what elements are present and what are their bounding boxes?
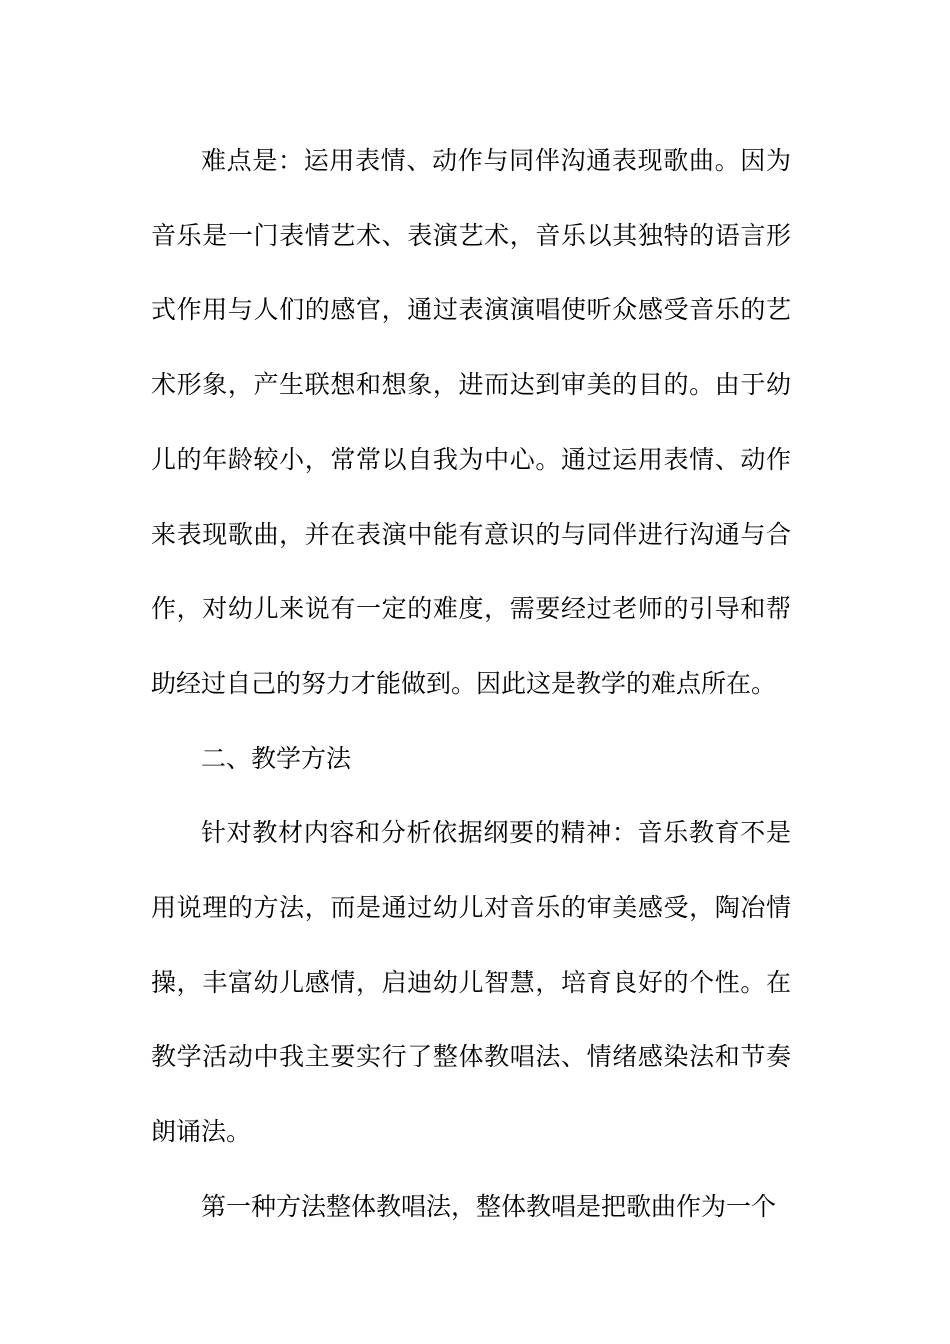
paragraph-methods: 针对教材内容和分析依据纲要的精神：音乐教育不是用说理的方法，而是通过幼儿对音乐的审美感受，陶冶情操，丰富幼儿感情，启迪幼儿智慧，培育良好的个性。在教学活动中我主要实行了整体教唱法、情绪感染法和节奏朗诵法。 — [151, 818, 791, 1147]
section-heading-teaching-methods: 二、教学方法 — [201, 743, 352, 773]
document-body — [151, 124, 791, 1245]
paragraph-difficulty: 难点是：运用表情、动作与同伴沟通表现歌曲。因为音乐是一门表情艺术、表演艺术，音乐以其独特的语言形式作用与人们的感官，通过表演演唱使听众感受音乐的艺术形象，产生联想和想象，进而达到审美的目的。由于幼儿的年龄较小，常常以自我为中心。通过运用表情、动作来表现歌曲，并在表演中能有意识的与同伴进行沟通与合作，对幼儿来说有一定的难度，需要经过老师的引导和帮助经过自己的努力才能做到。因此这是教学的难点所在。 — [151, 146, 791, 698]
paragraph-first-method: 第一种方法整体教唱法，整体教唱是把歌曲作为一个 — [201, 1191, 777, 1221]
